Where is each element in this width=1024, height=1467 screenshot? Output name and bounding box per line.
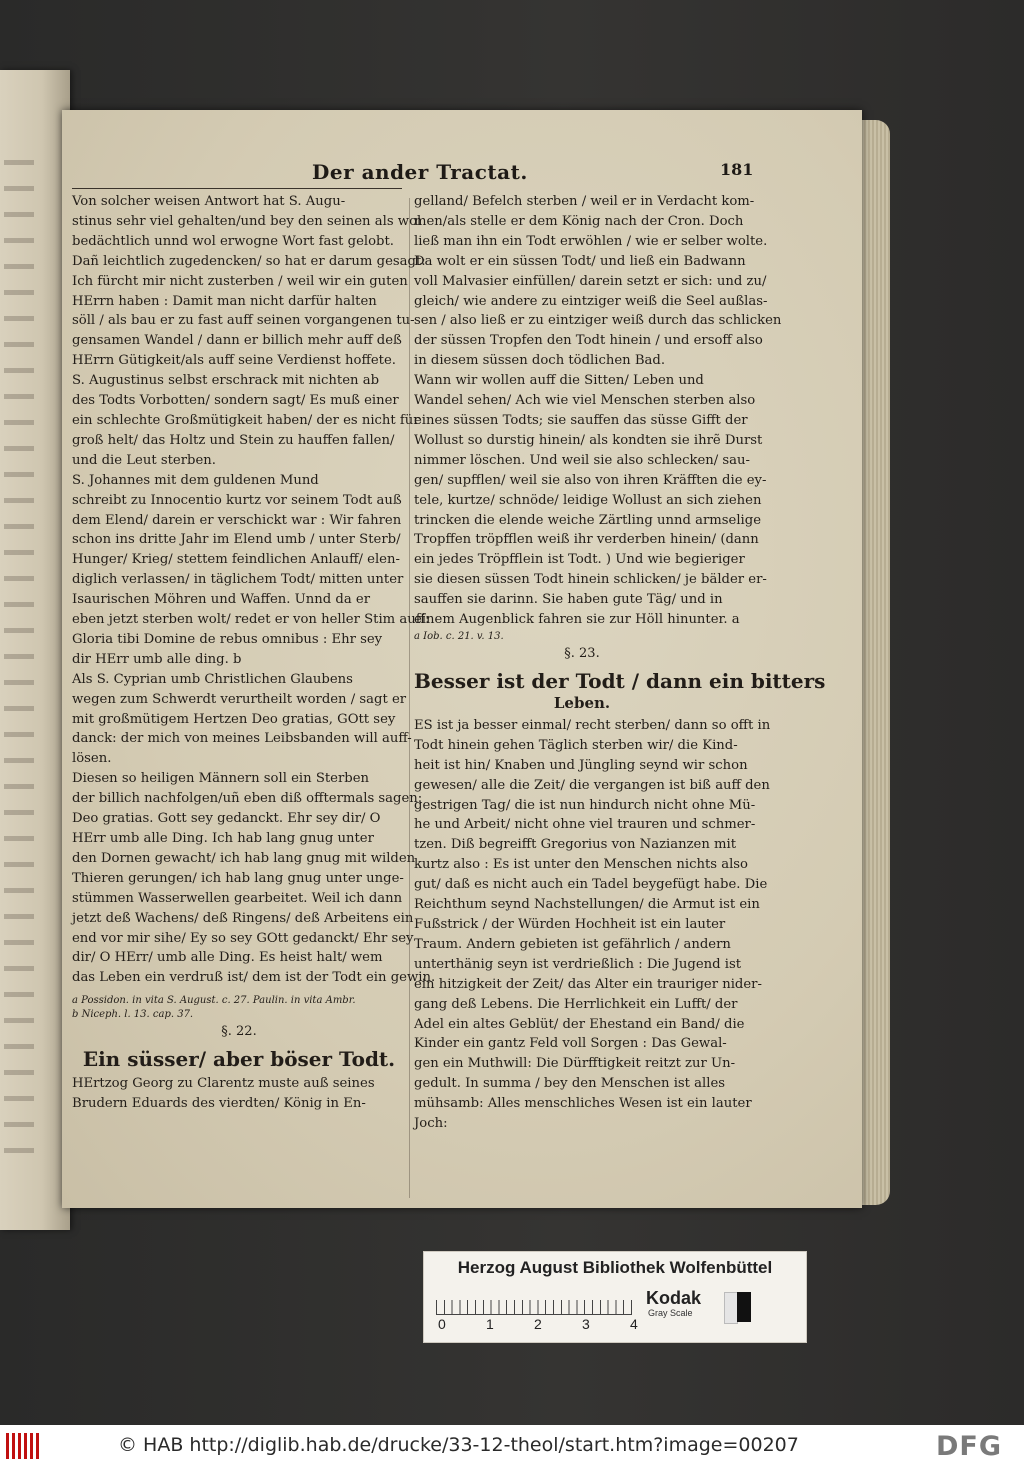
text-line: gut/ daß es nicht auch ein Tadel beygefügt habe. Die xyxy=(414,877,768,893)
text-line: ein jedes Tröpfflein ist Todt. ) Und wie begieriger xyxy=(414,552,745,568)
text-line: Brudern Eduards des vierdten/ König in En- xyxy=(72,1096,366,1112)
text-line: tzen. Diß begreifft Gregorius von Nazianzen mit xyxy=(414,837,737,853)
dfg-logo: DFG xyxy=(936,1431,1003,1462)
text-line: söll / als bau er zu fast auff seinen vorgangenen tu- xyxy=(72,313,415,329)
text-line: Isaurischen Möhren und Waffen. Unnd da er xyxy=(72,592,370,608)
text-line: den Dornen gewacht/ ich hab lang gnug mit wilden xyxy=(72,850,416,866)
text-line: ein schlechte Großmütigkeit haben/ der es nicht für xyxy=(72,412,420,428)
text-line: Joch: xyxy=(414,1116,448,1132)
text-line: Traum. Andern gebieten ist gefährlich / andern xyxy=(414,936,731,952)
text-line: Thieren gerungen/ ich hab lang gnug unter unge- xyxy=(72,870,404,886)
text-line: HErr umb alle Ding. Ich hab lang gnug unter xyxy=(72,831,374,846)
text-line: einem Augenblick fahren sie zur Höll hinunter. a xyxy=(414,612,740,628)
text-line: stinus sehr viel gehalten/und bey den seinen als wol xyxy=(72,213,422,229)
text-line: Von solcher weisen Antwort hat S. Augu- xyxy=(72,194,346,209)
book-page xyxy=(62,110,862,1208)
text-line: men/als stelle er dem König nach der Cron. Doch xyxy=(414,213,744,229)
text-line: trincken die elende weiche Zärtling unnd armselige xyxy=(414,512,762,528)
text-line: a Possidon. in vita S. August. c. 27. Paulin. in vita Ambr. xyxy=(72,995,356,1007)
left-footnotes xyxy=(72,994,406,1022)
section-22-text xyxy=(72,1074,406,1114)
hab-logo-icon xyxy=(6,1433,38,1459)
text-line: sen / also ließ er zu eintziger weiß durch das schlicken xyxy=(414,313,782,329)
text-line: kurtz also : Es ist unter den Menschen nichts also xyxy=(414,857,748,873)
section-22-heading: Ein süsser/ aber böser Todt. xyxy=(82,1047,396,1072)
text-line: Diesen so heiligen Männern soll ein Sterben xyxy=(72,771,370,787)
right-footnote: a Iob. c. 21. v. 13. xyxy=(414,630,504,642)
text-line: S. Augustinus selbst erschrack mit nichten ab xyxy=(72,373,380,389)
kodak-logo: Kodak xyxy=(646,1288,702,1308)
text-line: jetzt deß Wachens/ deß Ringens/ deß Arbeitens ein xyxy=(72,910,414,926)
color-calibration-card xyxy=(423,1251,807,1343)
text-line: sauffen sie darinn. Sie haben gute Täg/ und in xyxy=(414,592,723,608)
text-line: dir HErr umb alle ding. b xyxy=(72,651,242,667)
footer-credit-link[interactable]: © HAB http://diglib.hab.de/drucke/33-12-theol/start.htm?image=00207 xyxy=(118,1434,799,1456)
text-line: in diesem süssen doch tödlichen Bad. xyxy=(414,353,666,369)
card-title: Herzog August Bibliothek Wolfenbüttel xyxy=(457,1258,773,1277)
ruler-label: 4 xyxy=(630,1316,638,1332)
text-line: gedult. In summa / bey den Menschen ist alles xyxy=(414,1076,726,1092)
page-number: 181 xyxy=(720,160,754,179)
text-line: bedächtlich unnd wol erwogne Wort fast gelobt. xyxy=(72,233,394,249)
text-line: Dañ leichtlich zugedencken/ so hat er darum gesagt: xyxy=(72,253,426,269)
section-23-number: §. 23. xyxy=(564,645,600,661)
section-23-heading: Besser ist der Todt / dann ein bitters xyxy=(414,668,826,693)
text-line: und die Leut sterben. xyxy=(72,452,216,468)
text-line: HErrn haben : Damit man nicht darfür halten xyxy=(72,293,377,309)
ruler-label: 2 xyxy=(534,1316,542,1332)
ruler-label: 1 xyxy=(486,1316,494,1332)
text-line: HErtzog Georg zu Clarentz muste auß seines xyxy=(72,1076,375,1092)
text-line: ES ist ja besser einmal/ recht sterben/ dann so offt in xyxy=(414,717,771,733)
section-23-text xyxy=(414,716,771,1134)
text-line: diglich verlassen/ in täglichem Todt/ mitten unter xyxy=(72,572,404,588)
text-line: Adel ein altes Geblüt/ der Ehestand ein Band/ die xyxy=(414,1016,745,1032)
previous-page-edge xyxy=(0,70,70,1230)
text-line: tele, kurtze/ schnöde/ leidige Wollust an sich ziehen xyxy=(414,492,762,508)
right-column-lines xyxy=(414,192,782,630)
text-line: danck: der mich von meines Leibsbanden will auff- xyxy=(72,731,412,747)
running-head: Der ander Tractat. xyxy=(312,160,528,184)
text-line: Todt hinein gehen Täglich sterben wir/ die Kind- xyxy=(414,737,738,753)
light-swatch xyxy=(724,1292,738,1324)
text-line: Gloria tibi Domine de rebus omnibus : Ehr sey xyxy=(72,631,383,647)
text-line: Tropffen tröpfflen weiß ihr verderben hinein/ (dann xyxy=(414,532,759,548)
footer-bar xyxy=(0,1425,1024,1467)
head-rule xyxy=(72,188,402,189)
text-line: schon ins dritte Jahr im Elend umb / unter Sterb/ xyxy=(72,532,401,548)
text-line: voll Malvasier einfüllen/ darein setzt er sich: und zu/ xyxy=(414,273,767,289)
text-line: gewesen/ alle die Zeit/ die vergangen ist biß auff den xyxy=(414,777,770,793)
text-line: Wollust so durstig hinein/ als kondten sie ihrẽ Durst xyxy=(414,432,763,448)
ruler-label: 0 xyxy=(438,1316,446,1332)
text-line: dem Elend/ darein er verschickt war : Wir fahren xyxy=(72,512,402,528)
text-line: gelland/ Befelch sterben / weil er in Verdacht kom- xyxy=(414,194,755,209)
text-line: sie diesen süssen Todt hinein schlicken/ je bälder er- xyxy=(414,572,767,588)
text-line: gen ein Muthwill: Die Dürfftigkeit reitzt zur Un- xyxy=(414,1056,736,1072)
text-line: Wandel sehen/ Ach wie viel Menschen sterben also xyxy=(414,393,756,409)
text-line: gang deß Lebens. Die Herrlichkeit ein Lufft/ der xyxy=(414,996,738,1012)
text-line: Kinder ein gantz Feld voll Sorgen : Das Gewal- xyxy=(414,1036,727,1052)
column-divider xyxy=(409,198,410,1198)
text-line: der billich nachfolgen/uñ eben diß offtermals sagen: xyxy=(72,791,423,807)
text-line: wegen zum Schwerdt verurtheilt worden / sagt er xyxy=(72,691,407,707)
text-line: lösen. xyxy=(72,751,112,767)
text-line: eben jetzt sterben wolt/ redet er von heller Stim auff: xyxy=(72,612,430,628)
text-line: mit großmütigem Hertzen Deo gratias, GOtt sey xyxy=(72,711,396,727)
text-line: Wann wir wollen auff die Sitten/ Leben und xyxy=(414,373,704,389)
text-line: ein hitzigkeit der Zeit/ das Alter ein trauriger nider- xyxy=(414,976,762,992)
ruler-label: 3 xyxy=(582,1316,590,1332)
text-line: stümmen Wasserwellen gearbeitet. Weil ich dann xyxy=(72,890,403,906)
text-line: Ich fürcht mir nicht zusterben / weil wir ein guten xyxy=(72,273,408,289)
text-line: mühsamb: Alles menschliches Wesen ist ein lauter xyxy=(414,1096,752,1112)
text-line: Hunger/ Krieg/ stettem feindlichen Anlauff/ elen- xyxy=(72,552,400,568)
text-line: HErrn Gütigkeit/als auff seine Verdienst hoffete. xyxy=(72,353,396,369)
section-22-number: §. 22. xyxy=(221,1024,257,1040)
previous-page-text xyxy=(4,160,34,1160)
text-line: S. Johannes mit dem guldenen Mund xyxy=(72,472,319,488)
left-column-lines xyxy=(72,192,436,988)
text-line: das Leben ein verdruß ist/ dem ist der Todt ein gewin. xyxy=(72,970,436,986)
text-line: ließ man ihn ein Todt erwöhlen / wie er selber wolte. xyxy=(414,233,768,249)
left-column xyxy=(72,192,436,1114)
text-line: gleich/ wie andere zu eintziger weiß die Seel außlas- xyxy=(414,293,768,309)
section-23-heading-cont: Leben. xyxy=(553,693,611,712)
text-line: Deo gratias. Gott sey gedanckt. Ehr sey dir/ O xyxy=(72,811,381,827)
right-column xyxy=(414,192,826,1134)
text-line: Da wolt er ein süssen Todt/ und ließ ein Badwann xyxy=(414,253,746,269)
text-line: der süssen Tropfen den Todt hinein / und ersoff also xyxy=(414,333,763,349)
text-line: des Todts Vorbotten/ sondern sagt/ Es muß einer xyxy=(72,393,399,409)
text-line: Fußstrick / der Würden Hochheit ist ein lauter xyxy=(414,917,726,932)
text-line: schreibt zu Innocentio kurtz vor seinem Todt auß xyxy=(72,492,402,508)
text-line: unterthänig seyn ist verdrießlich : Die Jugend ist xyxy=(414,956,742,972)
text-line: end vor mir sihe/ Ey so sey GOtt gedanckt/ Ehr sey xyxy=(72,930,414,946)
text-line: nimmer löschen. Und weil sie also schlecken/ sau- xyxy=(414,452,750,468)
gray-scale-label: Gray Scale xyxy=(648,1308,693,1318)
text-line: dir/ O HErr/ umb alle Ding. Es heist halt/ wem xyxy=(72,950,383,966)
text-line: groß helt/ das Holtz und Stein zu hauffen fallen/ xyxy=(72,432,395,448)
text-line: Als S. Cyprian umb Christlichen Glaubens xyxy=(72,671,353,687)
dark-swatch xyxy=(737,1292,751,1322)
text-line: gen/ supfflen/ weil sie also von ihren Kräfften die ey- xyxy=(414,472,767,488)
text-line: eines süssen Todts; sie sauffen das süsse Gifft der xyxy=(414,412,748,428)
text-line: gestrigen Tag/ die ist nun hindurch nicht ohne Mü- xyxy=(414,797,756,813)
text-line: b Niceph. l. 13. cap. 37. xyxy=(72,1009,194,1021)
scale-ruler xyxy=(436,1288,632,1315)
text-line: Reichthum seynd Nachstellungen/ die Armut ist ein xyxy=(414,897,760,913)
text-line: he und Arbeit/ nicht ohne viel trauren und schmer- xyxy=(414,817,756,833)
text-line: heit ist hin/ Knaben und Jüngling seynd wir schon xyxy=(414,757,748,773)
text-line: gensamen Wandel / dann er billich mehr auff deß xyxy=(72,333,402,349)
